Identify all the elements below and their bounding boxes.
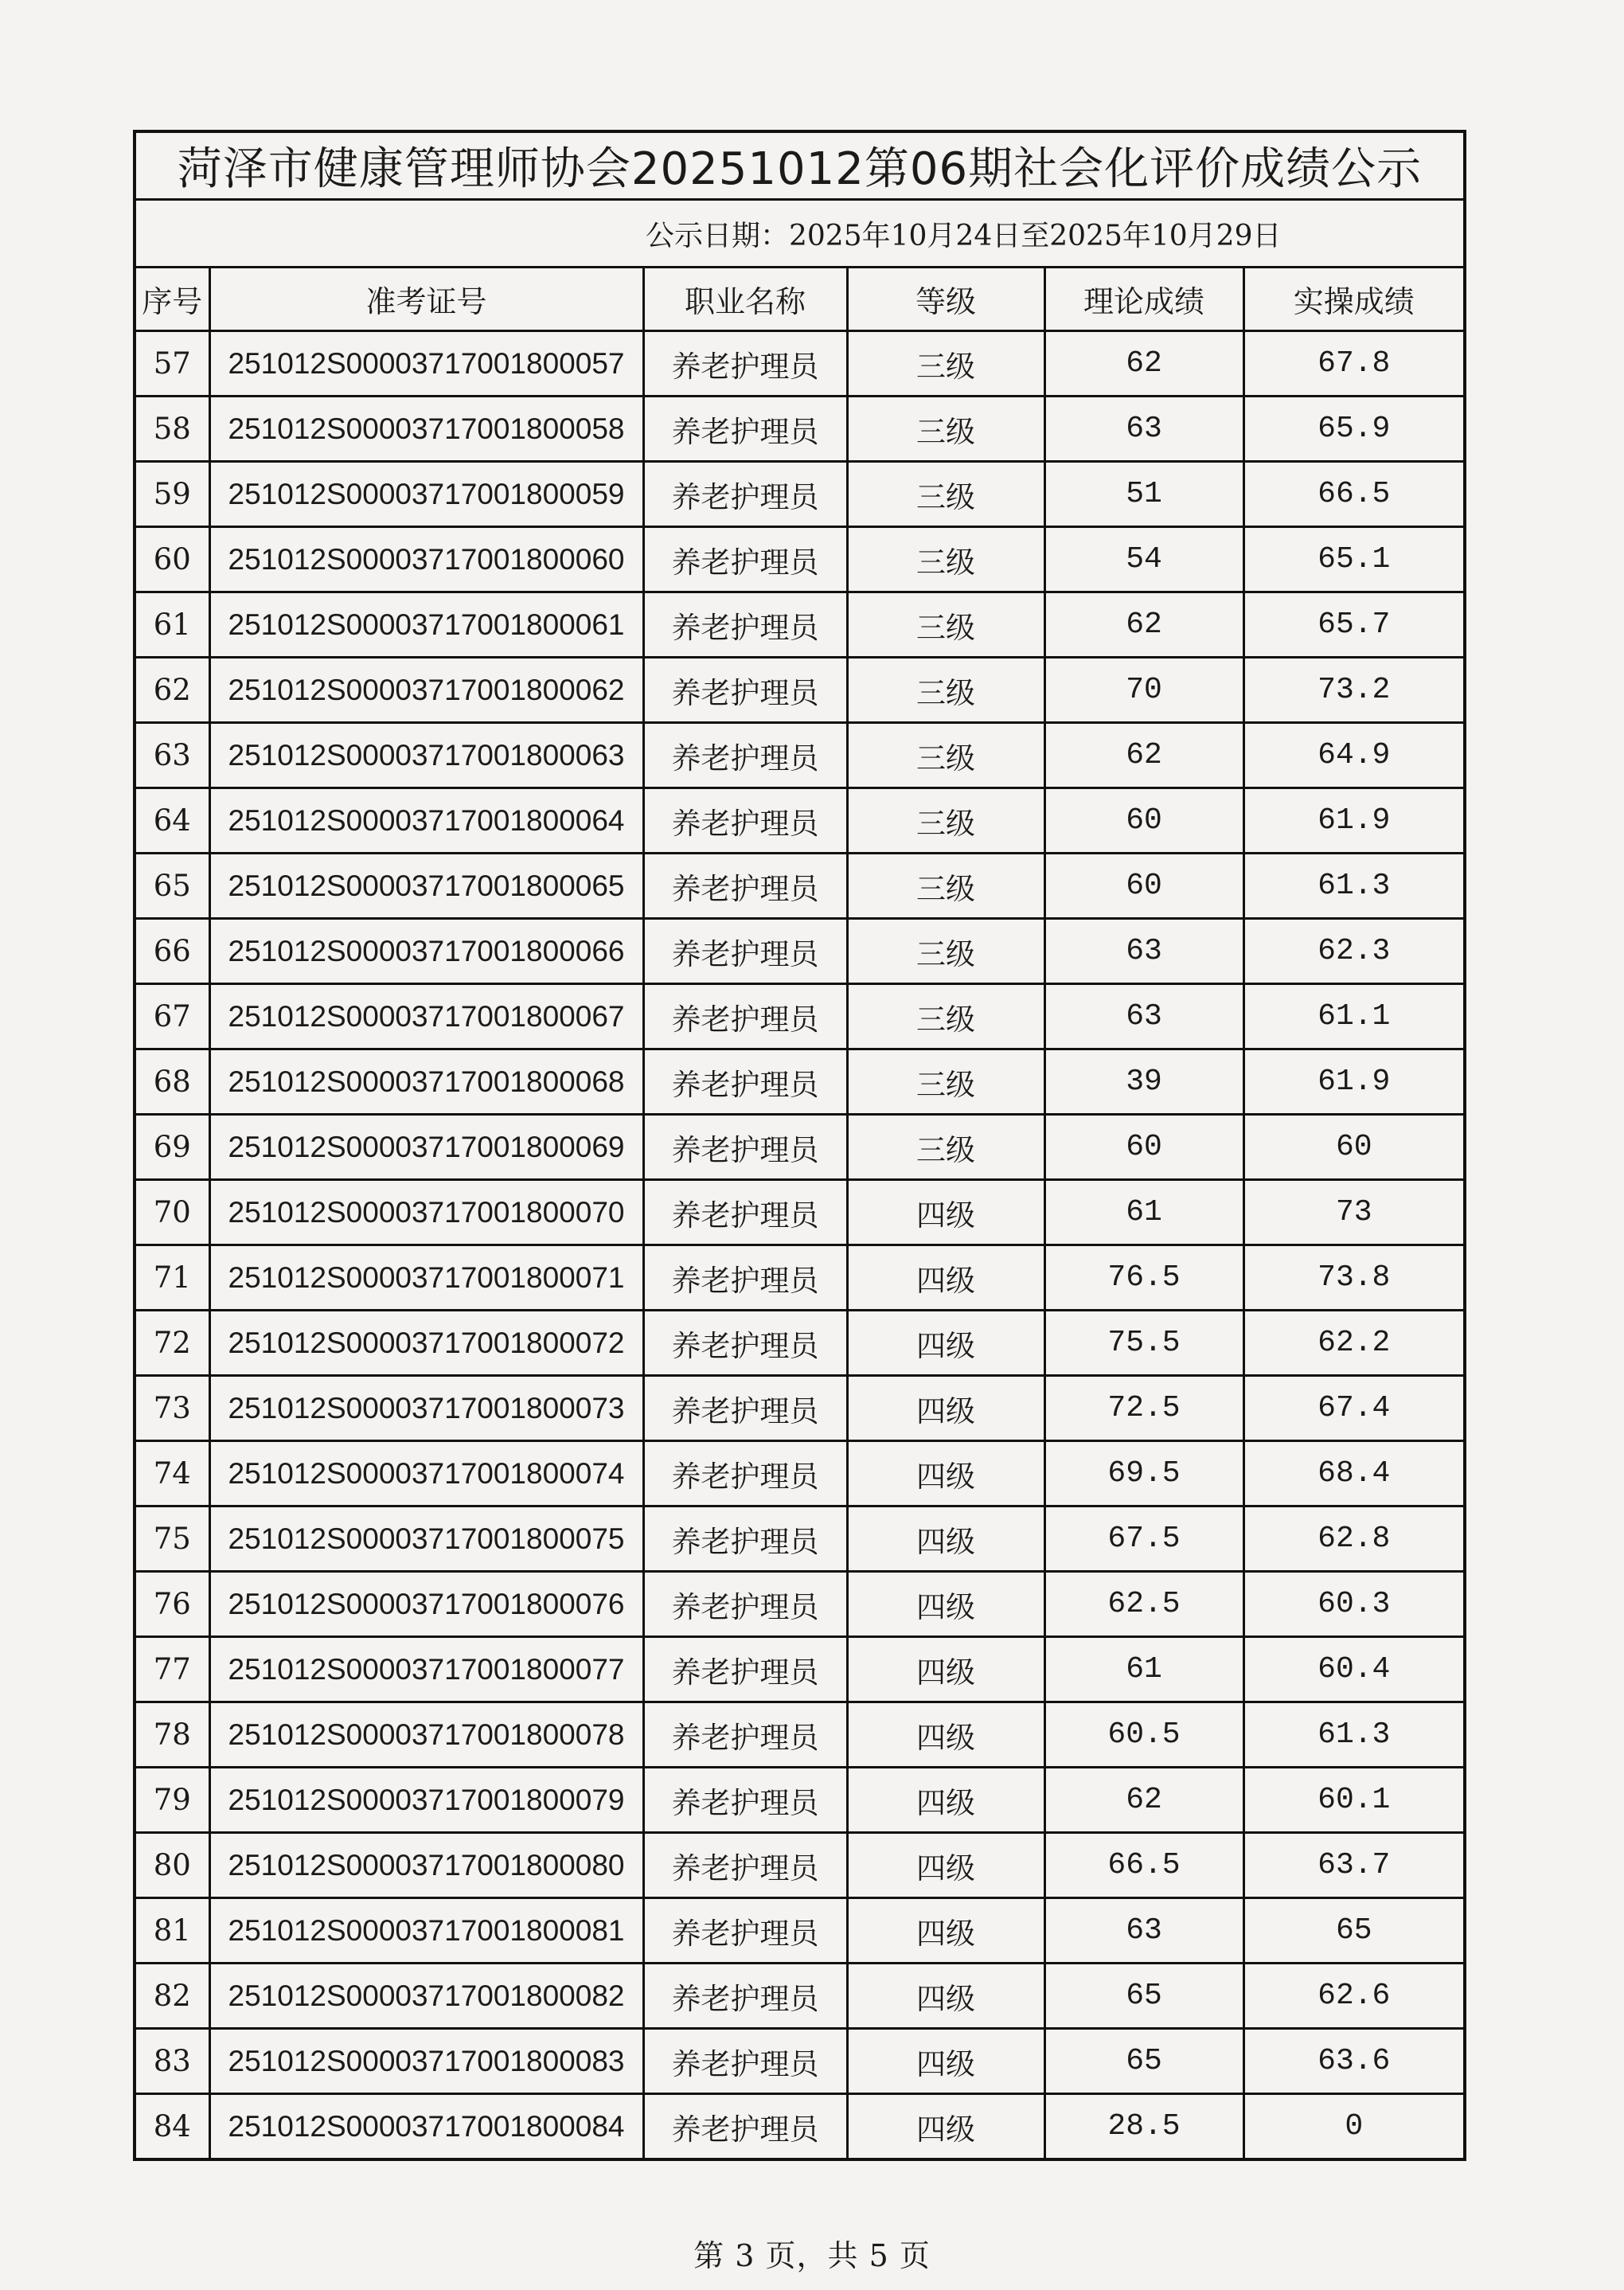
serial-cell: 77 xyxy=(136,1637,209,1702)
practical-score-cell: 64.9 xyxy=(1243,723,1463,788)
theory-score-cell: 75.5 xyxy=(1044,1311,1243,1376)
practical-score-cell: 63.7 xyxy=(1243,1833,1463,1898)
occupation-cell: 养老护理员 xyxy=(643,984,847,1049)
serial-cell: 64 xyxy=(136,788,209,854)
practical-score-cell: 61.1 xyxy=(1243,984,1463,1049)
header-serial: 序号 xyxy=(136,268,209,331)
occupation-cell: 养老护理员 xyxy=(643,854,847,919)
table-row xyxy=(136,1311,1463,1376)
level-cell: 四级 xyxy=(847,1768,1044,1833)
exam-id-cell: 251012S00003717001800058 xyxy=(209,397,643,462)
occupation-cell: 养老护理员 xyxy=(643,1768,847,1833)
serial-cell: 79 xyxy=(136,1768,209,1833)
exam-id-cell: 251012S00003717001800061 xyxy=(209,592,643,658)
theory-score-cell: 60.5 xyxy=(1044,1702,1243,1768)
level-cell: 四级 xyxy=(847,1376,1044,1441)
theory-score-cell: 51 xyxy=(1044,462,1243,527)
serial-cell: 66 xyxy=(136,919,209,984)
occupation-cell: 养老护理员 xyxy=(643,331,847,397)
level-cell: 四级 xyxy=(847,1441,1044,1506)
level-cell: 三级 xyxy=(847,1049,1044,1115)
exam-id-cell: 251012S00003717001800064 xyxy=(209,788,643,854)
exam-id-cell: 251012S00003717001800060 xyxy=(209,527,643,592)
level-cell: 三级 xyxy=(847,854,1044,919)
level-cell: 四级 xyxy=(847,2029,1044,2094)
table-row xyxy=(136,462,1463,527)
notice-date: 公示日期：2025年10月24日至2025年10月29日 xyxy=(136,201,1463,268)
level-cell: 四级 xyxy=(847,1898,1044,1964)
table-row xyxy=(136,397,1463,462)
exam-id-cell: 251012S00003717001800059 xyxy=(209,462,643,527)
theory-score-cell: 61 xyxy=(1044,1180,1243,1245)
serial-cell: 58 xyxy=(136,397,209,462)
occupation-cell: 养老护理员 xyxy=(643,1833,847,1898)
theory-score-cell: 76.5 xyxy=(1044,1245,1243,1311)
results-sheet xyxy=(133,130,1466,2161)
serial-cell: 81 xyxy=(136,1898,209,1964)
practical-score-cell: 60.3 xyxy=(1243,1572,1463,1637)
occupation-cell: 养老护理员 xyxy=(643,1572,847,1637)
exam-id-cell: 251012S00003717001800075 xyxy=(209,1506,643,1572)
level-cell: 三级 xyxy=(847,397,1044,462)
level-cell: 四级 xyxy=(847,1311,1044,1376)
practical-score-cell: 60 xyxy=(1243,1115,1463,1180)
practical-score-cell: 73 xyxy=(1243,1180,1463,1245)
serial-cell: 82 xyxy=(136,1964,209,2029)
serial-cell: 57 xyxy=(136,331,209,397)
theory-score-cell: 54 xyxy=(1044,527,1243,592)
practical-score-cell: 65.9 xyxy=(1243,397,1463,462)
level-cell: 三级 xyxy=(847,723,1044,788)
theory-score-cell: 67.5 xyxy=(1044,1506,1243,1572)
theory-score-cell: 65 xyxy=(1044,1964,1243,2029)
exam-id-cell: 251012S00003717001800077 xyxy=(209,1637,643,1702)
exam-id-cell: 251012S00003717001800063 xyxy=(209,723,643,788)
table-row xyxy=(136,919,1463,984)
practical-score-cell: 65 xyxy=(1243,1898,1463,1964)
exam-id-cell: 251012S00003717001800081 xyxy=(209,1898,643,1964)
occupation-cell: 养老护理员 xyxy=(643,658,847,723)
table-row xyxy=(136,527,1463,592)
practical-score-cell: 61.3 xyxy=(1243,854,1463,919)
header-theory-score: 理论成绩 xyxy=(1044,268,1243,331)
serial-cell: 76 xyxy=(136,1572,209,1637)
theory-score-cell: 63 xyxy=(1044,919,1243,984)
table-row xyxy=(136,1637,1463,1702)
table-row xyxy=(136,2094,1463,2159)
occupation-cell: 养老护理员 xyxy=(643,592,847,658)
exam-id-cell: 251012S00003717001800080 xyxy=(209,1833,643,1898)
level-cell: 三级 xyxy=(847,984,1044,1049)
level-cell: 四级 xyxy=(847,1180,1044,1245)
serial-cell: 70 xyxy=(136,1180,209,1245)
serial-cell: 65 xyxy=(136,854,209,919)
table-row xyxy=(136,331,1463,397)
occupation-cell: 养老护理员 xyxy=(643,2029,847,2094)
occupation-cell: 养老护理员 xyxy=(643,1180,847,1245)
theory-score-cell: 39 xyxy=(1044,1049,1243,1115)
occupation-cell: 养老护理员 xyxy=(643,1311,847,1376)
occupation-cell: 养老护理员 xyxy=(643,1245,847,1311)
occupation-cell: 养老护理员 xyxy=(643,919,847,984)
practical-score-cell: 62.6 xyxy=(1243,1964,1463,2029)
level-cell: 三级 xyxy=(847,919,1044,984)
occupation-cell: 养老护理员 xyxy=(643,1506,847,1572)
serial-cell: 73 xyxy=(136,1376,209,1441)
practical-score-cell: 62.8 xyxy=(1243,1506,1463,1572)
table-row xyxy=(136,1833,1463,1898)
theory-score-cell: 63 xyxy=(1044,984,1243,1049)
practical-score-cell: 60.1 xyxy=(1243,1768,1463,1833)
table-row xyxy=(136,1441,1463,1506)
practical-score-cell: 62.3 xyxy=(1243,919,1463,984)
level-cell: 三级 xyxy=(847,658,1044,723)
exam-id-cell: 251012S00003717001800070 xyxy=(209,1180,643,1245)
serial-cell: 84 xyxy=(136,2094,209,2159)
theory-score-cell: 72.5 xyxy=(1044,1376,1243,1441)
serial-cell: 71 xyxy=(136,1245,209,1311)
occupation-cell: 养老护理员 xyxy=(643,462,847,527)
level-cell: 四级 xyxy=(847,1245,1044,1311)
level-cell: 三级 xyxy=(847,331,1044,397)
theory-score-cell: 62 xyxy=(1044,723,1243,788)
occupation-cell: 养老护理员 xyxy=(643,1376,847,1441)
table-row xyxy=(136,1376,1463,1441)
exam-id-cell: 251012S00003717001800076 xyxy=(209,1572,643,1637)
table-row xyxy=(136,984,1463,1049)
header-level: 等级 xyxy=(847,268,1044,331)
theory-score-cell: 28.5 xyxy=(1044,2094,1243,2159)
table-row xyxy=(136,658,1463,723)
occupation-cell: 养老护理员 xyxy=(643,1898,847,1964)
serial-cell: 80 xyxy=(136,1833,209,1898)
table-row xyxy=(136,1964,1463,2029)
exam-id-cell: 251012S00003717001800069 xyxy=(209,1115,643,1180)
level-cell: 四级 xyxy=(847,1506,1044,1572)
serial-cell: 69 xyxy=(136,1115,209,1180)
header-occupation: 职业名称 xyxy=(643,268,847,331)
theory-score-cell: 62.5 xyxy=(1044,1572,1243,1637)
practical-score-cell: 66.5 xyxy=(1243,462,1463,527)
occupation-cell: 养老护理员 xyxy=(643,527,847,592)
occupation-cell: 养老护理员 xyxy=(643,1637,847,1702)
serial-cell: 59 xyxy=(136,462,209,527)
level-cell: 四级 xyxy=(847,1637,1044,1702)
practical-score-cell: 67.4 xyxy=(1243,1376,1463,1441)
table-row xyxy=(136,592,1463,658)
level-cell: 四级 xyxy=(847,1702,1044,1768)
header-exam-id: 准考证号 xyxy=(209,268,643,331)
exam-id-cell: 251012S00003717001800057 xyxy=(209,331,643,397)
exam-id-cell: 251012S00003717001800071 xyxy=(209,1245,643,1311)
theory-score-cell: 60 xyxy=(1044,788,1243,854)
exam-id-cell: 251012S00003717001800062 xyxy=(209,658,643,723)
exam-id-cell: 251012S00003717001800078 xyxy=(209,1702,643,1768)
practical-score-cell: 73.8 xyxy=(1243,1245,1463,1311)
page-footer: 第 3 页，共 5 页 xyxy=(693,2238,931,2273)
exam-id-cell: 251012S00003717001800068 xyxy=(209,1049,643,1115)
table-row xyxy=(136,1049,1463,1115)
table-row xyxy=(136,723,1463,788)
table-row xyxy=(136,1572,1463,1637)
serial-cell: 67 xyxy=(136,984,209,1049)
occupation-cell: 养老护理员 xyxy=(643,1702,847,1768)
table-row xyxy=(136,854,1463,919)
theory-score-cell: 61 xyxy=(1044,1637,1243,1702)
level-cell: 四级 xyxy=(847,1964,1044,2029)
exam-id-cell: 251012S00003717001800079 xyxy=(209,1768,643,1833)
serial-cell: 74 xyxy=(136,1441,209,1506)
level-cell: 三级 xyxy=(847,592,1044,658)
practical-score-cell: 61.3 xyxy=(1243,1702,1463,1768)
results-table xyxy=(136,268,1463,2158)
theory-score-cell: 60 xyxy=(1044,854,1243,919)
practical-score-cell: 63.6 xyxy=(1243,2029,1463,2094)
practical-score-cell: 67.8 xyxy=(1243,331,1463,397)
practical-score-cell: 61.9 xyxy=(1243,788,1463,854)
practical-score-cell: 65.1 xyxy=(1243,527,1463,592)
occupation-cell: 养老护理员 xyxy=(643,1441,847,1506)
theory-score-cell: 66.5 xyxy=(1044,1833,1243,1898)
level-cell: 四级 xyxy=(847,1572,1044,1637)
theory-score-cell: 70 xyxy=(1044,658,1243,723)
exam-id-cell: 251012S00003717001800066 xyxy=(209,919,643,984)
level-cell: 三级 xyxy=(847,1115,1044,1180)
occupation-cell: 养老护理员 xyxy=(643,1115,847,1180)
table-row xyxy=(136,1702,1463,1768)
serial-cell: 62 xyxy=(136,658,209,723)
theory-score-cell: 69.5 xyxy=(1044,1441,1243,1506)
theory-score-cell: 65 xyxy=(1044,2029,1243,2094)
practical-score-cell: 62.2 xyxy=(1243,1311,1463,1376)
table-row xyxy=(136,1245,1463,1311)
practical-score-cell: 61.9 xyxy=(1243,1049,1463,1115)
practical-score-cell: 73.2 xyxy=(1243,658,1463,723)
level-cell: 三级 xyxy=(847,462,1044,527)
exam-id-cell: 251012S00003717001800074 xyxy=(209,1441,643,1506)
theory-score-cell: 60 xyxy=(1044,1115,1243,1180)
header-row xyxy=(136,268,1463,331)
exam-id-cell: 251012S00003717001800073 xyxy=(209,1376,643,1441)
theory-score-cell: 62 xyxy=(1044,1768,1243,1833)
serial-cell: 72 xyxy=(136,1311,209,1376)
exam-id-cell: 251012S00003717001800067 xyxy=(209,984,643,1049)
level-cell: 四级 xyxy=(847,2094,1044,2159)
serial-cell: 83 xyxy=(136,2029,209,2094)
practical-score-cell: 65.7 xyxy=(1243,592,1463,658)
document-title: 菏泽市健康管理师协会20251012第06期社会化评价成绩公示 xyxy=(136,133,1463,201)
serial-cell: 61 xyxy=(136,592,209,658)
table-row xyxy=(136,2029,1463,2094)
table-row xyxy=(136,1898,1463,1964)
exam-id-cell: 251012S00003717001800082 xyxy=(209,1964,643,2029)
occupation-cell: 养老护理员 xyxy=(643,2094,847,2159)
table-row xyxy=(136,1180,1463,1245)
level-cell: 三级 xyxy=(847,527,1044,592)
exam-id-cell: 251012S00003717001800084 xyxy=(209,2094,643,2159)
occupation-cell: 养老护理员 xyxy=(643,723,847,788)
table-row xyxy=(136,1768,1463,1833)
exam-id-cell: 251012S00003717001800072 xyxy=(209,1311,643,1376)
theory-score-cell: 63 xyxy=(1044,397,1243,462)
table-row xyxy=(136,1115,1463,1180)
practical-score-cell: 60.4 xyxy=(1243,1637,1463,1702)
serial-cell: 75 xyxy=(136,1506,209,1572)
exam-id-cell: 251012S00003717001800083 xyxy=(209,2029,643,2094)
occupation-cell: 养老护理员 xyxy=(643,397,847,462)
table-row xyxy=(136,1506,1463,1572)
header-practical-score: 实操成绩 xyxy=(1243,268,1463,331)
table-body xyxy=(136,331,1463,2159)
occupation-cell: 养老护理员 xyxy=(643,1049,847,1115)
level-cell: 三级 xyxy=(847,788,1044,854)
serial-cell: 63 xyxy=(136,723,209,788)
serial-cell: 68 xyxy=(136,1049,209,1115)
practical-score-cell: 0 xyxy=(1345,2109,1364,2143)
occupation-cell: 养老护理员 xyxy=(643,1964,847,2029)
theory-score-cell: 63 xyxy=(1044,1898,1243,1964)
level-cell: 四级 xyxy=(847,1833,1044,1898)
occupation-cell: 养老护理员 xyxy=(643,788,847,854)
table-row xyxy=(136,788,1463,854)
theory-score-cell: 62 xyxy=(1044,592,1243,658)
serial-cell: 60 xyxy=(136,527,209,592)
exam-id-cell: 251012S00003717001800065 xyxy=(209,854,643,919)
serial-cell: 78 xyxy=(136,1702,209,1768)
theory-score-cell: 62 xyxy=(1044,331,1243,397)
practical-score-cell: 68.4 xyxy=(1243,1441,1463,1506)
